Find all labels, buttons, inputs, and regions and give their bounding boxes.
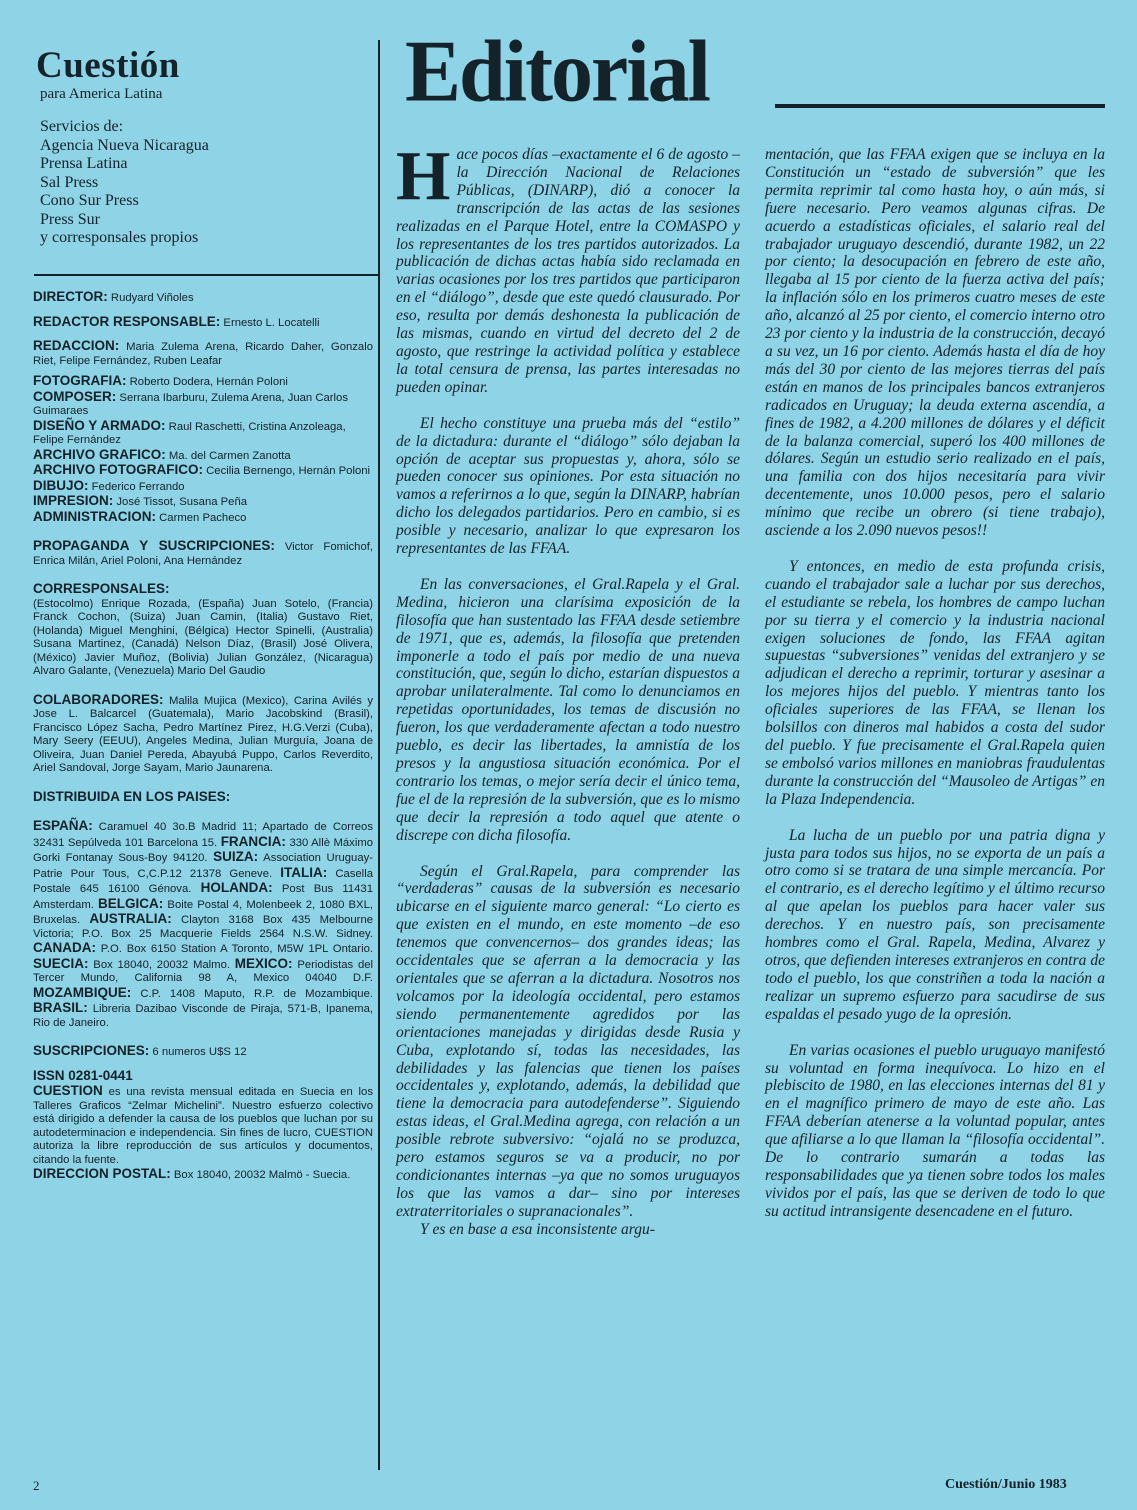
paragraph: ace pocos días –exactamente el 6 de agosto –la Dirección Nacional de Relaciones Públicas, (DINARP), dió a conocer la transcripción de las actas de las sesiones realizadas en el Parque Hotel, entre la COMASPO y los representantes de los tres partidos autorizados. La publicación de dichas actas había sido reclamada en varias ocasiones por los tres partidos que participaron en el “diálogo”, desde que este quedó clausurado. Por eso, resulta por demás deshonesta la publicación de las mismas, cuando en virtud del decreto del 2 de agosto, que restringe la actividad política y establece la total censura de prensa, las partes interesadas no pueden opinar.: [396, 146, 740, 396]
country-label: SUECIA:: [33, 955, 89, 971]
magazine-subtitle: para America Latina: [40, 86, 163, 102]
credit-value: Raul Raschetti, Cristina Anzoleaga, Felipe Fernández: [33, 420, 346, 446]
credit-label: IMPRESION:: [33, 493, 114, 508]
country-label: MEXICO:: [234, 955, 293, 971]
column-divider: [378, 40, 380, 1470]
credit-value: (Estocolmo) Enrique Rozada, (España) Juan Sotelo, (Francia) Franck Cochon, (Suiza) Juan Camin, (Italia) Gustavo Riet, (Holanda) Miguel Menghini, (Bélgica) Hector Spinelli, (Australia) Susana Martinez, (Canadá) Nelson Díaz, (Brasil) José Olivera, (México) Javier Muñoz, (Bolivia) Julian González, (Nicaragua) Alvaro Galante, (Venezuela) Mario Del Gaudio: [33, 597, 373, 677]
credit-value: Cecilia Bernengo, Hernán Poloni: [206, 465, 371, 477]
editorial-column-2: [765, 146, 1105, 1221]
credit-value: Ma. del Carmen Zanotta: [168, 449, 291, 462]
credit-value: Rudyard Viñoles: [110, 292, 194, 304]
services-list: [40, 118, 209, 248]
credit-label: ARCHIVO GRAFICO:: [33, 446, 166, 462]
address: P.O. Box 6150 Station A Toronto, M5W 1PL Ontario.: [100, 943, 373, 955]
address: Post Bus 11431 Amsterdam.: [33, 883, 373, 911]
address: Casella Postale 645 16100 Génova.: [33, 867, 373, 895]
credit-label: ARCHIVO FOTOGRAFICO:: [33, 462, 203, 477]
services-heading: Servicios de:: [40, 118, 124, 135]
country-label: HOLANDA:: [200, 880, 273, 895]
staff-credits: [33, 290, 373, 1183]
credit-label: SUSCRIPCIONES:: [33, 1043, 150, 1058]
address: Periodistas del Tercer Mundo, California 98 A, Mexico 04040 D.F.: [33, 958, 374, 984]
credit-value: 6 numeros U$S 12: [152, 1046, 247, 1058]
address: Clayton 3168 Box 435 Melbourne Victoria; P.O. Box 25 Macquerie Fields 2564 N.S.W. Sidney.: [33, 914, 374, 940]
editorial-title-rule: [775, 104, 1105, 108]
credit-value: Ernesto L. Locatelli: [223, 316, 320, 329]
country-label: SUIZA:: [213, 849, 259, 864]
paragraph: Y entonces, en medio de esta profunda crisis, cuando el trabajador sale a luchar por sus derechos, el estudiante se rebela, los hombres de campo luchan por su tierra y el comercio y la industria nacional exigen soluciones de fondo, las FFAA agitan supuestas “subversiones” venidas del extranjero y se adjudican el derecho a reprimir, torturar y asesinar a los mejores hijos del pueblo. Y mientras tanto los oficiales superiores de las FFAA, se llenan los bolsillos con dineros mal habidos a costa del sudor del pueblo. Y fue precisamente el Gral.Rapela quien se embolsó varios millones en maniobras fraudulentas durante la construcción del “Mausoleo de Artigas” en la Plaza Independencia.: [765, 557, 1105, 808]
editorial-title: Editorial: [405, 22, 710, 121]
paragraph: En las conversaciones, el Gral.Rapela y el Gral. Medina, hicieron una clarísima exposición de la filosofía que han sustentado las FFAA desde setiembre de 1971, que es, además, la filosofía que pretenden imponerle a todo el país por medio de una nueva constitución, que, según lo dicho, estarían dispuestos a aprobar unilateralmente. Tal como lo denunciamos en repetidas oportunidades, los temas de discusión no fueron, los que verdaderamente afectan a todo nuestro pueblo, es decir las libertades, la amnistía de los presos y la angustiosa situación económica. Por el contrario los temas, o mejor sería decir el único tema, fue el de la represión de la subversión, que es lo mismo que decir la represión a todo aquel que atente o discrepe con dicha filosofía.: [396, 575, 740, 844]
country-label: CANADA:: [33, 940, 96, 955]
service-item: Press Sur: [40, 210, 101, 228]
credit-label: DIRECTOR:: [33, 289, 108, 304]
service-item: Sal Press: [40, 173, 99, 191]
paragraph: El hecho constituye una prueba más del “estilo” de la dictadura: durante el “diálogo” sólo dejaban la opción de aceptar sus propuestas y, ahora, sólo se pueden conocer sus opiniones. Por esta situación no vamos a referirnos a lo que, según la DINARP, habrían dicho los delegados partidarios. Pero en cambio, si es posible y necesario, analizar lo que expresaron los representantes de las FFAA.: [396, 414, 740, 558]
country-label: BELGICA:: [98, 895, 164, 911]
country-label: FRANCIA:: [220, 833, 286, 849]
credit-value: Victor Fomichof, Enrica Milán, Ariel Poloni, Ana Hernández: [33, 541, 374, 567]
address: Libreria Dazibao Visconde de Piraja, 571-B, Ipanema, Rio de Janeiro.: [33, 1003, 373, 1029]
service-item: Cono Sur Press: [40, 192, 139, 209]
paragraph: Y es en base a esa inconsistente argu-: [420, 1220, 655, 1238]
distribution-list: [33, 819, 373, 1030]
address: Box 18040, 20032 Malmo.: [93, 958, 231, 971]
credit-value: Serrana Ibarburu, Zulema Arena, Juan Carlos Guimaraes: [33, 391, 348, 417]
credit-label: CORRESPONSALES:: [33, 581, 170, 596]
credit-value: Malila Mujica (Mexico), Carina Avilés y Jose L. Balcarcel (Guatemala), Mario Jacobskind (Brasil), Francisco López Sacha, Pedro Martínez Pirez, H.G.Verzi (Cuba), Mary Seery (EEUU), Angeles Medina, Julian Murguía, Joana de Oliveira, Juan Daniel Pereda, Abayubá Puppo, Carlos Reverdito, Ariel Sandoval, Jorge Sayam, Mario Jaunarena.: [33, 694, 373, 774]
credit-value: Box 18040, 20032 Malmö - Suecia.: [173, 1169, 351, 1181]
credit-label: DIBUJO:: [33, 477, 89, 493]
paragraph: Según el Gral.Rapela, para comprender las “verdaderas” causas de la subversión es necesario ubicarse en el siguiente marco general: “Lo cierto es que existen en el mundo, en este momento –de eso tenemos que convencernos– dos grandes ideas; las occidentales que se aferran a la democracia y las orientales que se aferran a la dictadura. Nosotros nos volcamos por la ideología occidental, pero estamos siendo permanentemente agredidos por las orientaciones manejadas y dirigidas desde Rusia y Cuba, explotando sí, todas las necesidades, las debilidades y las falencias que tienen los países occidentales y, explotando, además, la debilidad que tiene la democracia para autodefenderse”. Siguiendo estas ideas, el Gral.Medina agrega, con relación a un posible rebrote subversivo: “ojalá no se produzca, pero estamos seguros se va a producir, no por condicionantes internas –ya que no somos uruguayos los que las vamos a dar– sino por intereses extraterritoriales o supranacionales”.: [396, 862, 740, 1220]
address: C.P. 1408 Maputo, R.P. de Mozambique.: [140, 987, 374, 1000]
drop-cap: H: [396, 138, 451, 215]
credit-label: COMPOSER:: [33, 388, 117, 404]
credit-label: DIRECCION POSTAL:: [33, 1166, 171, 1181]
credit-value: Carmen Pacheco: [159, 511, 247, 524]
issue-footer: Cuestión/Junio 1983: [945, 1477, 1067, 1492]
credit-value: Roberto Dodera, Hernán Poloni: [129, 376, 288, 388]
magazine-title: Cuestión: [36, 45, 180, 86]
country-label: MOZAMBIQUE:: [33, 984, 132, 1000]
country-label: AUSTRALIA:: [89, 911, 172, 926]
country-label: BRASIL:: [33, 1000, 88, 1015]
paragraph: En varias ocasiones el pueblo uruguayo manifestó su voluntad en forma inequívoca. Lo hizo en el plebiscito de 1980, en las elecciones internas del 81 y en el magnífico primero de mayo de este año. Las FFAA deberían atenerse a la voluntad popular, antes que afiliarse a lo que llaman la “filosofía occidental”. De lo contrario sumarán a todas las responsabilidades que ya tienen sobre todos los males vividos por el país, las que se deriven de todo lo que su actitud intransigente desencadene en el futuro.: [765, 1041, 1105, 1220]
address: Caramuel 40 3o.B Madrid 11; Apartado de Correos 32431 Sepúlveda 101 Barcelona 15.: [33, 821, 373, 849]
credit-label: FOTOGRAFIA:: [33, 373, 127, 388]
service-item: Prensa Latina: [40, 155, 128, 172]
issn: ISSN 0281-0441: [33, 1067, 133, 1083]
credit-label: DISEÑO Y ARMADO:: [33, 417, 166, 433]
credit-value: José Tissot, Susana Peña: [116, 496, 248, 508]
editorial-column-1: [396, 138, 740, 1239]
masthead-divider: [34, 274, 378, 276]
credit-value: Maria Zulema Arena, Ricardo Daher, Gonzalo Riet, Felipe Fernández, Ruben Leafar: [33, 341, 374, 367]
address: Association Uruguay-Patrie Pour Tous, C,C.P.12 21378 Geneve.: [33, 852, 374, 880]
service-item: y corresponsales propios: [40, 229, 199, 246]
paragraph: mentación, que las FFAA exigen que se incluya en la Constitución un “estado de subversión” que les permita reprimir tal como hasta hoy, o aún más, si fuere necesario. Pero veamos algunas cifras. De acuerdo a estadísticas oficiales, el salario real del trabajador uruguayo descendió, durante 1982, un 22 por ciento; la desocupación en febrero de este año, llegaba al 15 por ciento de la fuerza activa del país; la inflación sólo en los primeros cuatro meses de este año, alcanzó al 25 por ciento, el comercio interno otro 23 por ciento y la industria de la construcción, decayó a su vez, un 16 por ciento. Además hasta el día de hoy más del 30 por ciento de las mejores tierras del país están en manos de los principales bancos extranjeros radicados en Uruguay; la deuda externa ascendía, a fines de 1982, a 4.200 millones de dólares y el déficit de la balanza comercial, superó los 400 millones de dólares. Según un estudio serio realizado en el país, una familia con dos hijos necesitaría para vivir decentemente, unos 10.000 pesos, pero el salario mínimo que recibe un obrero (si tiene trabajo), asciende a los 2.090 nuevos pesos!!: [765, 146, 1105, 540]
credit-label: PROPAGANDA Y SUSCRIPCIONES:: [33, 538, 275, 553]
paragraph: La lucha de un pueblo por una patria digna y justa para todos sus hijos, no se exporta de un país a otro como si se tratara de una simple mercancía. Por el contrario, es el derecho legítimo y el último recurso al que apelan los pueblos para hacer valer sus derechos. Y en nuestro país, son precisamente hombres como el Gral. Rapela, Medina, Alvarez y otros, que defienden intereses extranjeros en contra de todo el pueblo, los que constriñen a toda la nación a realizar un supremo esfuerzo para sacudirse de sus espaldas el pesado yugo de la opresión.: [765, 826, 1105, 1023]
credit-label: ADMINISTRACION:: [33, 508, 156, 524]
page-number: 2: [33, 1478, 40, 1493]
country-label: ESPAÑA:: [33, 818, 93, 833]
credit-label: REDACTOR RESPONSABLE:: [33, 313, 221, 329]
credit-label: DISTRIBUIDA EN LOS PAISES:: [33, 788, 231, 804]
service-item: Agencia Nueva Nicaragua: [40, 136, 209, 154]
credit-label: REDACCION:: [33, 338, 120, 353]
address: 330 Allè Máximo Gorki Fontanay Sous-Boy 94120.: [33, 836, 374, 864]
credit-label: COLABORADORES:: [33, 691, 164, 707]
credit-label: CUESTION: [33, 1083, 103, 1098]
credit-value: es una revista mensual editada en Suecia en los Talleres Graficos “Zelmar Michelini”. Nuestro esfuerzo colectivo está dirigido a defender la causa de los pueblos que luchan por su autodeterminacion e independencia. Sin fines de lucro, CUESTION autoriza la libre reproducción de sus artículos y documentos, citando la fuente.: [33, 1086, 373, 1166]
credit-value: Federico Ferrando: [91, 480, 185, 493]
country-label: ITALIA:: [280, 864, 328, 880]
address: Boite Postal 4, Molenbeek 2, 1080 BXL, Bruxelas.: [33, 898, 373, 926]
